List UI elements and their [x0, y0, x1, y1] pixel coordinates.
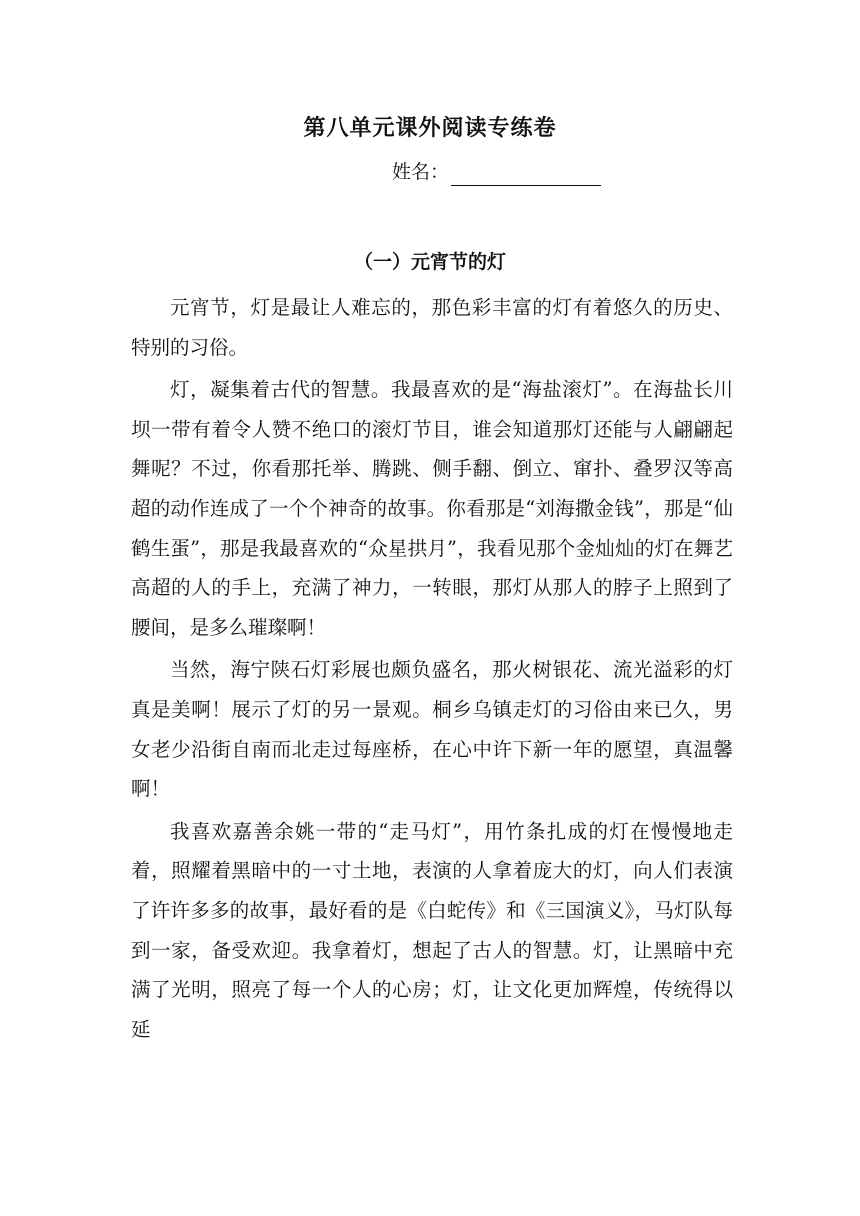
name-field-row: [392, 158, 601, 186]
name-blank-line[interactable]: [451, 165, 601, 186]
paragraph-2: 灯，凝集着古代的智慧。我最喜欢的是“海盐滚灯”。在海盐长川坝一带有着令人赞不绝口的滚灯节目，谁会知道那灯还能与人翩翩起舞呢？不过，你看那托举、腾跳、侧手翻、倒立、窜扑、叠罗汉等高超的动作连成了一个个神奇的故事。你看那是“刘海撒金钱”，那是“仙鹤生蛋”，那是我最喜欢的“众星拱月”，我看见那个金灿灿的灯在舞艺高超的人的手上，充满了神力，一转眼，那灯从那人的脖子上照到了腰间，是多么璀璨啊！: [131, 378, 733, 639]
document-title: 第八单元课外阅读专练卷: [303, 115, 557, 141]
paragraph-3: 当然，海宁陕石灯彩展也颇负盛名，那火树银花、流光溢彩的灯真是美啊！展示了灯的另一景观。桐乡乌镇走灯的习俗由来已久，男女老少沿街自南而北走过每座桥，在心中许下新一年的愿望，真温馨啊！: [131, 658, 733, 801]
name-label: 姓名：: [392, 161, 450, 183]
section-title: （一）元宵节的灯: [353, 251, 506, 273]
passage-body: [131, 288, 733, 1052]
paragraph-1: 元宵节，灯是最让人难忘的，那色彩丰富的灯有着悠久的历史、特别的习俗。: [131, 296, 733, 359]
paragraph-4: 我喜欢嘉善余姚一带的“走马灯”，用竹条扎成的灯在慢慢地走着，照耀着黑暗中的一寸土地，表演的人拿着庞大的灯，向人们表演了许许多多的故事，最好看的是《白蛇传》和《三国演义》，马灯队每到一家，备受欢迎。我拿着灯，想起了古人的智慧。灯，让黑暗中充满了光明，照亮了每一个人的心房；灯，让文化更加辉煌，传统得以延: [131, 819, 733, 1041]
